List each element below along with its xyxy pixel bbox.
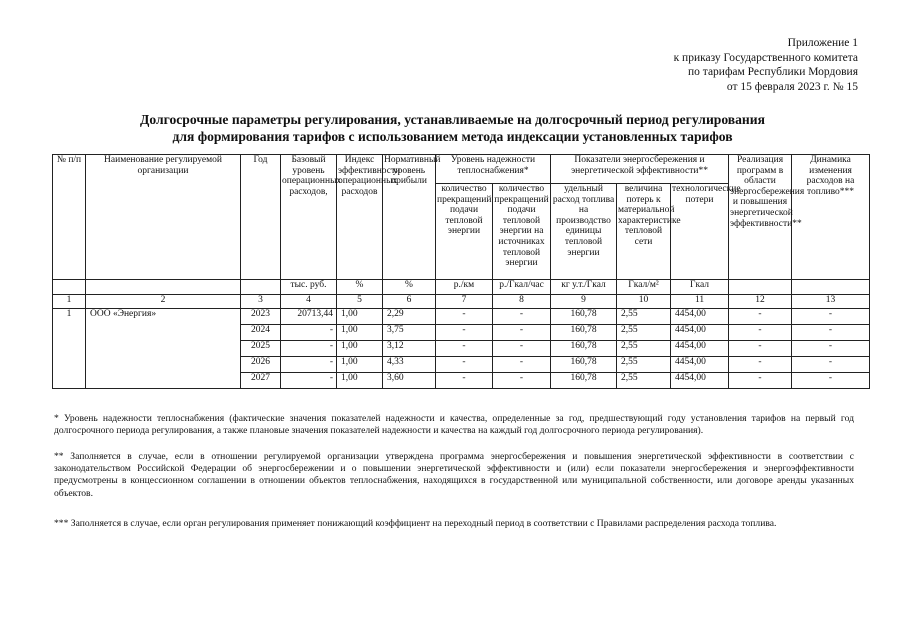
- unit-en-a: кг у.т./Гкал: [551, 280, 617, 295]
- col-number: 3: [241, 295, 281, 309]
- cell-dynamics: -: [792, 341, 870, 357]
- cell-program: -: [729, 309, 792, 325]
- document-title: [0, 112, 905, 145]
- header-energy: Показатели энергосбережения и энергетической эффективности**: [551, 155, 729, 184]
- cell-en-a: 160,78: [551, 373, 617, 389]
- header-en-a: удельный расход топлива на производство единицы тепловой энергии: [551, 184, 617, 280]
- title-line-1: Долгосрочные параметры регулирования, устанавливаемые на долгосрочный период регулирования: [140, 112, 765, 127]
- cell-dynamics: -: [792, 357, 870, 373]
- cell-program: -: [729, 341, 792, 357]
- col-number: 2: [86, 295, 241, 309]
- appendix-line-4: от 15 февраля 2023 г. № 15: [726, 80, 858, 93]
- cell-en-b: 2,55: [617, 373, 671, 389]
- unit-base: тыс. руб.: [281, 280, 337, 295]
- cell-index: 1,00: [337, 325, 383, 341]
- unit-norm: %: [383, 280, 436, 295]
- cell-rel-a: -: [436, 373, 493, 389]
- header-en-b: величина потерь к материальной характеристике тепловой сети: [617, 184, 671, 280]
- col-number: 11: [671, 295, 729, 309]
- cell-base: -: [281, 341, 337, 357]
- cell-en-b: 2,55: [617, 325, 671, 341]
- col-number: 9: [551, 295, 617, 309]
- cell-rel-b: -: [493, 357, 551, 373]
- header-org: Наименование регулируемой организации: [86, 155, 241, 280]
- header-year: Год: [241, 155, 281, 280]
- cell-norm: 4,33: [383, 357, 436, 373]
- appendix-block: [674, 36, 858, 94]
- unit-rel-b: р./Гкал/час: [493, 280, 551, 295]
- title-line-2: для формирования тарифов с использованием метода индексации установленных тарифов: [172, 128, 733, 144]
- col-number: 1: [53, 295, 86, 309]
- col-number: 5: [337, 295, 383, 309]
- cell-program: -: [729, 373, 792, 389]
- header-reliability: Уровень надежности теплоснабжения*: [436, 155, 551, 184]
- cell-rel-b: -: [493, 309, 551, 325]
- col-number: 13: [792, 295, 870, 309]
- unit-en-c: Гкал: [671, 280, 729, 295]
- cell-index: 1,00: [337, 357, 383, 373]
- col-number: 6: [383, 295, 436, 309]
- cell-en-b: 2,55: [617, 309, 671, 325]
- header-index: Индекс эффективности операционных расходов: [337, 155, 383, 280]
- cell-dynamics: -: [792, 373, 870, 389]
- column-numbers-row: [53, 295, 870, 309]
- header-base: Базовый уровень операционных расходов,: [281, 155, 337, 280]
- cell-index: 1,00: [337, 373, 383, 389]
- cell-norm: 3,60: [383, 373, 436, 389]
- header-row-1: [53, 155, 870, 184]
- cell-en-c: 4454,00: [671, 325, 729, 341]
- cell-year: 2023: [241, 309, 281, 325]
- header-en-c: технологические потери: [671, 184, 729, 280]
- unit-rel-a: р./км: [436, 280, 493, 295]
- header-rel-a: количество прекращений подачи тепловой энергии: [436, 184, 493, 280]
- appendix-line-1: Приложение 1: [787, 37, 858, 49]
- cell-year: 2024: [241, 325, 281, 341]
- col-number: 8: [493, 295, 551, 309]
- cell-index: 1,00: [337, 309, 383, 325]
- cell-year: 2026: [241, 357, 281, 373]
- appendix-line-2: к приказу Государственного комитета: [673, 51, 858, 64]
- cell-rel-a: -: [436, 341, 493, 357]
- footnote-3: *** Заполняется в случае, если орган регулирования применяет понижающий коэффициент на переходный период в соответствии с Правилами распределения расхода топлива.: [54, 518, 777, 529]
- cell-en-c: 4454,00: [671, 309, 729, 325]
- cell-en-c: 4454,00: [671, 357, 729, 373]
- appendix-line-3: по тарифам Республики Мордовия: [688, 66, 858, 78]
- cell-en-c: 4454,00: [671, 341, 729, 357]
- cell-rel-a: -: [436, 309, 493, 325]
- cell-dynamics: -: [792, 325, 870, 341]
- cell-rel-b: -: [493, 341, 551, 357]
- cell-program: -: [729, 357, 792, 373]
- table-row: [53, 309, 870, 325]
- cell-en-c: 4454,00: [671, 373, 729, 389]
- cell-year: 2027: [241, 373, 281, 389]
- cell-dynamics: -: [792, 309, 870, 325]
- col-number: 10: [617, 295, 671, 309]
- cell-en-a: 160,78: [551, 357, 617, 373]
- col-number: 12: [729, 295, 792, 309]
- cell-rel-b: -: [493, 325, 551, 341]
- header-num: № п/п: [53, 155, 86, 280]
- cell-year: 2025: [241, 341, 281, 357]
- cell-rel-a: -: [436, 357, 493, 373]
- col-number: 7: [436, 295, 493, 309]
- cell-en-b: 2,55: [617, 341, 671, 357]
- cell-norm: 3,75: [383, 325, 436, 341]
- unit-en-b: Гкал/м²: [617, 280, 671, 295]
- footnote-1: * Уровень надежности теплоснабжения (фактические значения показателей надежности и качества, определенные за год, предшествующий году установления тарифов на первый год долгосрочного периода регулирования, а также плановые значения показателей надежности и качества на каждый год долгосрочного периода регулирования).: [54, 413, 854, 437]
- header-rel-b: количество прекращений подачи тепловой энергии на источниках тепловой энергии: [493, 184, 551, 280]
- cell-en-a: 160,78: [551, 309, 617, 325]
- cell-program: -: [729, 325, 792, 341]
- cell-norm: 2,29: [383, 309, 436, 325]
- org-name: ООО «Энергия»: [86, 309, 241, 389]
- header-norm: Нормативный уровень прибыли: [383, 155, 436, 280]
- cell-base: -: [281, 357, 337, 373]
- org-number: 1: [53, 309, 86, 389]
- cell-base: -: [281, 325, 337, 341]
- footnote-2: ** Заполняется в случае, если в отношении регулируемой организации утверждена программа энергосбережения и повышения энергетической эффективности в соответствии с законодательством Российской Федерации об энергосбережении и о повышении энергетической эффективности и (или) если показатели энергосбережения и энергоэффективности предусмотрены в концессионном соглашении в отношении объектов теплоснабжения, находящихся в государственной или муниципальной собственности, или договоре аренды указанных объектов.: [54, 451, 854, 499]
- cell-index: 1,00: [337, 341, 383, 357]
- cell-base: -: [281, 373, 337, 389]
- cell-rel-a: -: [436, 325, 493, 341]
- cell-base: 20713,44: [281, 309, 337, 325]
- cell-rel-b: -: [493, 373, 551, 389]
- cell-en-a: 160,78: [551, 341, 617, 357]
- cell-en-b: 2,55: [617, 357, 671, 373]
- cell-en-a: 160,78: [551, 325, 617, 341]
- unit-index: %: [337, 280, 383, 295]
- header-program: Реализация программ в области энергосбережения и повышения энергетической эффективности**: [729, 155, 792, 280]
- cell-norm: 3,12: [383, 341, 436, 357]
- header-dynamics: Динамика изменения расходов на топливо***: [792, 155, 870, 280]
- units-row: [53, 280, 870, 295]
- col-number: 4: [281, 295, 337, 309]
- parameters-table: [52, 154, 870, 389]
